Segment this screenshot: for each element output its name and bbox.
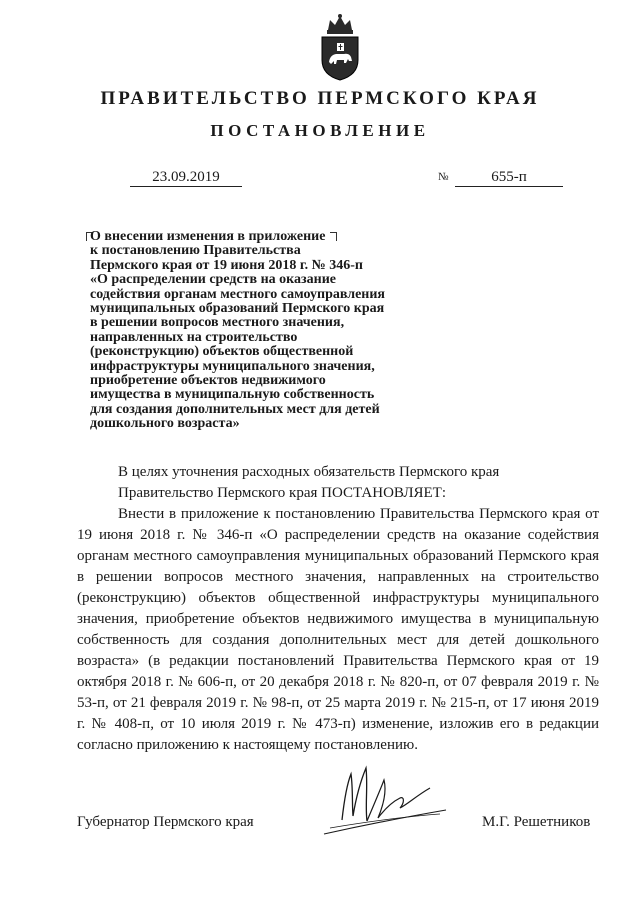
main-paragraph: Внести в приложение к постановлению Правительства Пермского края от 19 июня 2018 г. № 346-п «О распределении средств на оказание содействия органам местного самоуправления муниципальных образований Пермского края в решении вопросов местного значения, направленных на строительство (реконструкцию) объектов общественной инфраструктуры муниципального значения, приобретение объектов недвижимого имущества в муниципальную собственность для создания дополнительных мест для детей дошкольного возраста» (в редакции постановлений Правительства Пермского края от 19 октября 2018 г. № 606-п, от 20 декабря 2018 г. № 820-п, от 07 февраля 2019 г. № 53-п, от 21 февраля 2019 г. № 98-п, от 25 марта 2019 г. № 215-п, от 17 июня 2019 г. № 408-п, от 10 июля 2019 г. № 473-п) изменение, изложив его в редакции согласно приложению к настоящему постановлению.: [77, 506, 599, 753]
handwritten-signature-icon: [320, 758, 450, 838]
subject-line: муниципальных образований Пермского края: [90, 301, 385, 317]
subject-line: имущества в муниципальную собственность: [90, 387, 375, 403]
subject-line: содействия органам местного самоуправления: [90, 286, 386, 302]
subject-line: направленных на строительство: [90, 329, 298, 345]
document-date: 23.09.2019: [130, 168, 242, 187]
subject-line: к постановлению Правительства: [90, 243, 301, 259]
subject-line: «О распределении средств на оказание: [90, 272, 336, 288]
subject-line: в решении вопросов местного значения,: [90, 315, 345, 331]
subject-line: О внесении изменения в приложение: [90, 229, 326, 244]
signatory-role: Губернатор Пермского края: [77, 814, 254, 830]
subject-line: дошкольного возраста»: [90, 416, 240, 432]
resolution-clause: Правительство Пермского края ПОСТАНОВЛЯЕТ:: [118, 485, 447, 501]
signatory-name: М.Г. Решетников: [482, 814, 591, 830]
subject-line: Пермского края от 19 июня 2018 г. № 346-п: [90, 257, 363, 273]
perm-krai-coat-of-arms-icon: [318, 12, 362, 82]
subject-line: (реконструкцию) объектов общественной: [90, 344, 354, 360]
document-subject: [90, 230, 430, 432]
document-type: ПОСТАНОВЛЕНИЕ: [210, 121, 430, 140]
intro-paragraph: В целях уточнения расходных обязательств Пермского края: [118, 464, 500, 480]
government-title: ПРАВИТЕЛЬСТВО ПЕРМСКОГО КРАЯ: [100, 88, 540, 109]
subject-line: инфраструктуры муниципального значения,: [90, 358, 375, 374]
document-body: [77, 462, 599, 756]
number-sign: №: [438, 171, 449, 183]
document-number: 655-п: [455, 168, 563, 187]
subject-line: приобретение объектов недвижимого: [90, 373, 326, 389]
subject-line: для создания дополнительных мест для детей: [90, 401, 380, 417]
